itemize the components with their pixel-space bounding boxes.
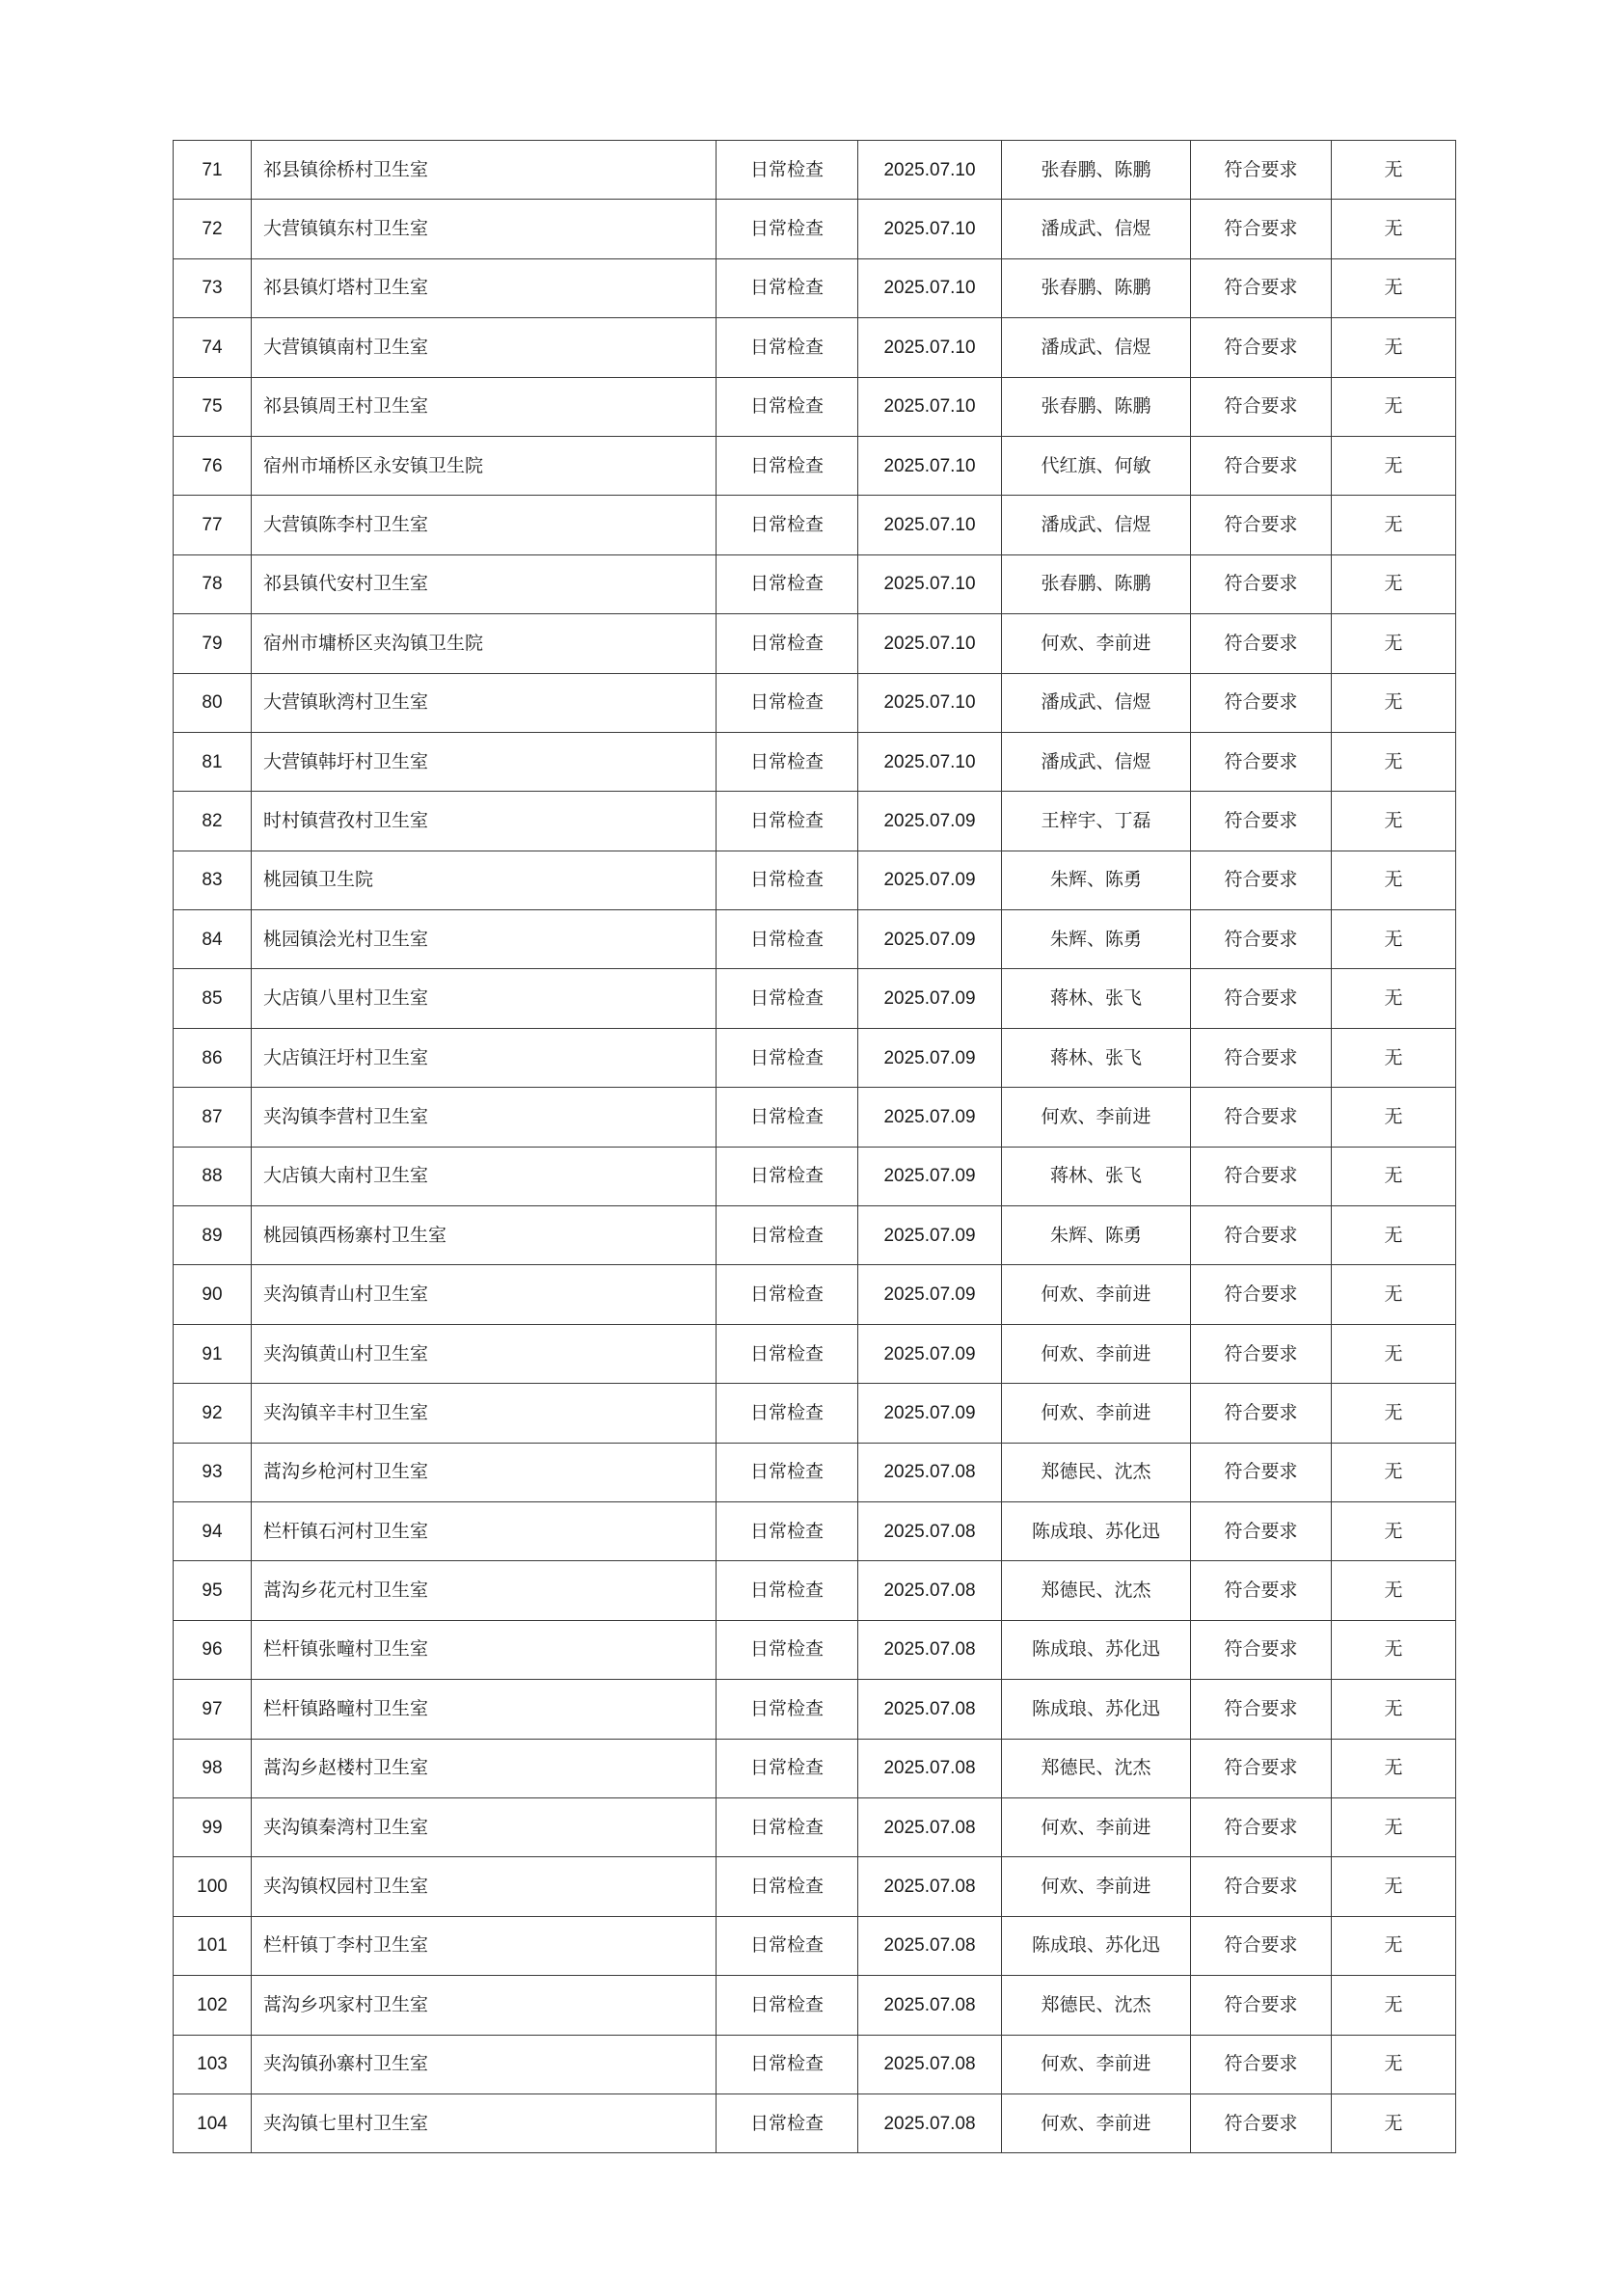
- inspection-type-cell: 日常检查: [717, 910, 858, 969]
- remark-cell: 无: [1332, 1976, 1456, 2035]
- table-row: [174, 554, 1456, 613]
- inspection-records-table: [173, 140, 1456, 2153]
- inspection-result-cell: 符合要求: [1191, 318, 1332, 377]
- table-row: [174, 1384, 1456, 1443]
- inspection-result-cell: 符合要求: [1191, 496, 1332, 554]
- inspection-date-cell: 2025.07.09: [858, 969, 1002, 1028]
- table-row: [174, 1857, 1456, 1916]
- inspectors-cell: 何欢、李前进: [1002, 2035, 1191, 2093]
- row-number-cell: 100: [174, 1857, 252, 1916]
- inspection-date-cell: 2025.07.10: [858, 436, 1002, 495]
- remark-cell: 无: [1332, 732, 1456, 791]
- inspection-date-cell: 2025.07.10: [858, 141, 1002, 200]
- remark-cell: 无: [1332, 851, 1456, 909]
- remark-cell: 无: [1332, 1324, 1456, 1383]
- inspection-type-cell: 日常检查: [717, 2093, 858, 2152]
- row-number-cell: 80: [174, 673, 252, 732]
- inspection-date-cell: 2025.07.10: [858, 200, 1002, 258]
- table-row: [174, 1561, 1456, 1620]
- facility-name-cell: 桃园镇浍光村卫生室: [252, 910, 717, 969]
- remark-cell: 无: [1332, 792, 1456, 851]
- inspectors-cell: 潘成武、信煜: [1002, 496, 1191, 554]
- inspection-date-cell: 2025.07.10: [858, 496, 1002, 554]
- table-row: [174, 1620, 1456, 1679]
- facility-name-cell: 大营镇镇南村卫生室: [252, 318, 717, 377]
- inspectors-cell: 陈成琅、苏化迅: [1002, 1916, 1191, 1975]
- inspection-date-cell: 2025.07.09: [858, 1088, 1002, 1147]
- row-number-cell: 96: [174, 1620, 252, 1679]
- row-number-cell: 81: [174, 732, 252, 791]
- inspection-date-cell: 2025.07.08: [858, 1857, 1002, 1916]
- inspection-date-cell: 2025.07.08: [858, 1620, 1002, 1679]
- inspection-type-cell: 日常检查: [717, 1147, 858, 1205]
- table-row: [174, 614, 1456, 673]
- inspection-date-cell: 2025.07.08: [858, 2093, 1002, 2152]
- remark-cell: 无: [1332, 673, 1456, 732]
- table-row: [174, 1501, 1456, 1560]
- inspectors-cell: 朱辉、陈勇: [1002, 1206, 1191, 1265]
- table-row: [174, 377, 1456, 436]
- table-row: [174, 1976, 1456, 2035]
- inspection-type-cell: 日常检查: [717, 200, 858, 258]
- facility-name-cell: 栏杆镇张疃村卫生室: [252, 1620, 717, 1679]
- table-row: [174, 318, 1456, 377]
- document-page: [173, 140, 1456, 2153]
- facility-name-cell: 祁县镇周王村卫生室: [252, 377, 717, 436]
- row-number-cell: 95: [174, 1561, 252, 1620]
- table-row: [174, 910, 1456, 969]
- inspectors-cell: 代红旗、何敏: [1002, 436, 1191, 495]
- inspection-result-cell: 符合要求: [1191, 1680, 1332, 1739]
- table-row: [174, 1443, 1456, 1501]
- inspection-result-cell: 符合要求: [1191, 910, 1332, 969]
- table-row: [174, 1028, 1456, 1087]
- inspectors-cell: 蒋林、张飞: [1002, 969, 1191, 1028]
- inspectors-cell: 何欢、李前进: [1002, 1857, 1191, 1916]
- remark-cell: 无: [1332, 1797, 1456, 1856]
- inspection-result-cell: 符合要求: [1191, 1797, 1332, 1856]
- remark-cell: 无: [1332, 1384, 1456, 1443]
- facility-name-cell: 大店镇八里村卫生室: [252, 969, 717, 1028]
- remark-cell: 无: [1332, 1620, 1456, 1679]
- table-row: [174, 1265, 1456, 1324]
- row-number-cell: 94: [174, 1501, 252, 1560]
- inspection-type-cell: 日常检查: [717, 1088, 858, 1147]
- row-number-cell: 79: [174, 614, 252, 673]
- table-row: [174, 1797, 1456, 1856]
- inspection-result-cell: 符合要求: [1191, 1561, 1332, 1620]
- table-row: [174, 1147, 1456, 1205]
- inspection-date-cell: 2025.07.08: [858, 1916, 1002, 1975]
- table-row: [174, 969, 1456, 1028]
- remark-cell: 无: [1332, 614, 1456, 673]
- facility-name-cell: 蒿沟乡枪河村卫生室: [252, 1443, 717, 1501]
- inspection-result-cell: 符合要求: [1191, 200, 1332, 258]
- inspectors-cell: 郑德民、沈杰: [1002, 1976, 1191, 2035]
- inspection-result-cell: 符合要求: [1191, 141, 1332, 200]
- remark-cell: 无: [1332, 318, 1456, 377]
- table-row: [174, 1206, 1456, 1265]
- inspection-result-cell: 符合要求: [1191, 1916, 1332, 1975]
- facility-name-cell: 夹沟镇辛丰村卫生室: [252, 1384, 717, 1443]
- inspection-result-cell: 符合要求: [1191, 792, 1332, 851]
- inspection-date-cell: 2025.07.08: [858, 2035, 1002, 2093]
- facility-name-cell: 大营镇镇东村卫生室: [252, 200, 717, 258]
- inspection-type-cell: 日常检查: [717, 2035, 858, 2093]
- inspection-type-cell: 日常检查: [717, 496, 858, 554]
- remark-cell: 无: [1332, 436, 1456, 495]
- row-number-cell: 87: [174, 1088, 252, 1147]
- remark-cell: 无: [1332, 141, 1456, 200]
- table-row: [174, 200, 1456, 258]
- inspection-type-cell: 日常检查: [717, 258, 858, 317]
- inspection-type-cell: 日常检查: [717, 1324, 858, 1383]
- table-row: [174, 2035, 1456, 2093]
- inspection-result-cell: 符合要求: [1191, 1620, 1332, 1679]
- inspectors-cell: 潘成武、信煜: [1002, 200, 1191, 258]
- inspection-type-cell: 日常检查: [717, 377, 858, 436]
- row-number-cell: 83: [174, 851, 252, 909]
- inspection-result-cell: 符合要求: [1191, 1443, 1332, 1501]
- inspectors-cell: 何欢、李前进: [1002, 1324, 1191, 1383]
- inspection-type-cell: 日常检查: [717, 1976, 858, 2035]
- row-number-cell: 71: [174, 141, 252, 200]
- row-number-cell: 102: [174, 1976, 252, 2035]
- inspection-type-cell: 日常检查: [717, 1384, 858, 1443]
- table-row: [174, 496, 1456, 554]
- facility-name-cell: 桃园镇卫生院: [252, 851, 717, 909]
- remark-cell: 无: [1332, 496, 1456, 554]
- remark-cell: 无: [1332, 200, 1456, 258]
- table-row: [174, 1680, 1456, 1739]
- facility-name-cell: 夹沟镇黄山村卫生室: [252, 1324, 717, 1383]
- remark-cell: 无: [1332, 910, 1456, 969]
- facility-name-cell: 夹沟镇李营村卫生室: [252, 1088, 717, 1147]
- inspection-type-cell: 日常检查: [717, 436, 858, 495]
- inspection-date-cell: 2025.07.09: [858, 910, 1002, 969]
- row-number-cell: 90: [174, 1265, 252, 1324]
- inspection-type-cell: 日常检查: [717, 1561, 858, 1620]
- inspection-result-cell: 符合要求: [1191, 1088, 1332, 1147]
- inspectors-cell: 陈成琅、苏化迅: [1002, 1680, 1191, 1739]
- inspection-date-cell: 2025.07.10: [858, 673, 1002, 732]
- inspection-type-cell: 日常检查: [717, 1028, 858, 1087]
- remark-cell: 无: [1332, 1561, 1456, 1620]
- inspection-result-cell: 符合要求: [1191, 2093, 1332, 2152]
- remark-cell: 无: [1332, 1443, 1456, 1501]
- table-row: [174, 2093, 1456, 2152]
- remark-cell: 无: [1332, 1265, 1456, 1324]
- inspection-date-cell: 2025.07.08: [858, 1680, 1002, 1739]
- facility-name-cell: 栏杆镇丁李村卫生室: [252, 1916, 717, 1975]
- facility-name-cell: 栏杆镇石河村卫生室: [252, 1501, 717, 1560]
- facility-name-cell: 夹沟镇权园村卫生室: [252, 1857, 717, 1916]
- inspectors-cell: 郑德民、沈杰: [1002, 1443, 1191, 1501]
- facility-name-cell: 宿州市埇桥区永安镇卫生院: [252, 436, 717, 495]
- remark-cell: 无: [1332, 2035, 1456, 2093]
- row-number-cell: 88: [174, 1147, 252, 1205]
- inspection-type-cell: 日常检查: [717, 1739, 858, 1797]
- inspection-date-cell: 2025.07.09: [858, 1384, 1002, 1443]
- inspection-type-cell: 日常检查: [717, 969, 858, 1028]
- inspectors-cell: 蒋林、张飞: [1002, 1028, 1191, 1087]
- inspection-type-cell: 日常检查: [717, 554, 858, 613]
- remark-cell: 无: [1332, 377, 1456, 436]
- remark-cell: 无: [1332, 1680, 1456, 1739]
- inspection-result-cell: 符合要求: [1191, 1501, 1332, 1560]
- table-body: [174, 141, 1456, 2153]
- facility-name-cell: 大店镇汪圩村卫生室: [252, 1028, 717, 1087]
- inspection-date-cell: 2025.07.08: [858, 1976, 1002, 2035]
- inspection-date-cell: 2025.07.10: [858, 258, 1002, 317]
- remark-cell: 无: [1332, 1501, 1456, 1560]
- inspection-type-cell: 日常检查: [717, 1916, 858, 1975]
- inspection-result-cell: 符合要求: [1191, 1265, 1332, 1324]
- inspection-type-cell: 日常检查: [717, 318, 858, 377]
- inspection-result-cell: 符合要求: [1191, 969, 1332, 1028]
- remark-cell: 无: [1332, 1088, 1456, 1147]
- inspection-type-cell: 日常检查: [717, 141, 858, 200]
- inspection-type-cell: 日常检查: [717, 614, 858, 673]
- facility-name-cell: 祁县镇徐桥村卫生室: [252, 141, 717, 200]
- row-number-cell: 75: [174, 377, 252, 436]
- inspection-result-cell: 符合要求: [1191, 1147, 1332, 1205]
- row-number-cell: 74: [174, 318, 252, 377]
- inspection-result-cell: 符合要求: [1191, 1384, 1332, 1443]
- inspectors-cell: 郑德民、沈杰: [1002, 1561, 1191, 1620]
- facility-name-cell: 宿州市墉桥区夹沟镇卫生院: [252, 614, 717, 673]
- facility-name-cell: 大营镇韩圩村卫生室: [252, 732, 717, 791]
- remark-cell: 无: [1332, 2093, 1456, 2152]
- row-number-cell: 103: [174, 2035, 252, 2093]
- facility-name-cell: 大营镇耿湾村卫生室: [252, 673, 717, 732]
- inspection-type-cell: 日常检查: [717, 1501, 858, 1560]
- remark-cell: 无: [1332, 554, 1456, 613]
- remark-cell: 无: [1332, 969, 1456, 1028]
- table-row: [174, 436, 1456, 495]
- inspection-result-cell: 符合要求: [1191, 1857, 1332, 1916]
- table-row: [174, 673, 1456, 732]
- facility-name-cell: 桃园镇西杨寨村卫生室: [252, 1206, 717, 1265]
- inspection-type-cell: 日常检查: [717, 1206, 858, 1265]
- inspection-result-cell: 符合要求: [1191, 436, 1332, 495]
- inspection-date-cell: 2025.07.09: [858, 1324, 1002, 1383]
- remark-cell: 无: [1332, 1028, 1456, 1087]
- row-number-cell: 77: [174, 496, 252, 554]
- inspection-result-cell: 符合要求: [1191, 377, 1332, 436]
- table-row: [174, 258, 1456, 317]
- facility-name-cell: 夹沟镇孙寨村卫生室: [252, 2035, 717, 2093]
- inspectors-cell: 何欢、李前进: [1002, 1088, 1191, 1147]
- inspectors-cell: 张春鹏、陈鹏: [1002, 141, 1191, 200]
- remark-cell: 无: [1332, 258, 1456, 317]
- facility-name-cell: 蒿沟乡赵楼村卫生室: [252, 1739, 717, 1797]
- inspection-date-cell: 2025.07.09: [858, 1265, 1002, 1324]
- table-row: [174, 792, 1456, 851]
- table-row: [174, 141, 1456, 200]
- inspection-type-cell: 日常检查: [717, 732, 858, 791]
- row-number-cell: 76: [174, 436, 252, 495]
- inspectors-cell: 潘成武、信煜: [1002, 732, 1191, 791]
- inspection-date-cell: 2025.07.09: [858, 792, 1002, 851]
- row-number-cell: 99: [174, 1797, 252, 1856]
- row-number-cell: 86: [174, 1028, 252, 1087]
- facility-name-cell: 祁县镇灯塔村卫生室: [252, 258, 717, 317]
- row-number-cell: 98: [174, 1739, 252, 1797]
- inspection-type-cell: 日常检查: [717, 1857, 858, 1916]
- inspection-date-cell: 2025.07.08: [858, 1443, 1002, 1501]
- inspection-result-cell: 符合要求: [1191, 258, 1332, 317]
- row-number-cell: 72: [174, 200, 252, 258]
- remark-cell: 无: [1332, 1857, 1456, 1916]
- inspectors-cell: 朱辉、陈勇: [1002, 910, 1191, 969]
- table-row: [174, 1916, 1456, 1975]
- row-number-cell: 91: [174, 1324, 252, 1383]
- remark-cell: 无: [1332, 1206, 1456, 1265]
- facility-name-cell: 祁县镇代安村卫生室: [252, 554, 717, 613]
- inspection-date-cell: 2025.07.08: [858, 1501, 1002, 1560]
- facility-name-cell: 夹沟镇七里村卫生室: [252, 2093, 717, 2152]
- inspection-result-cell: 符合要求: [1191, 851, 1332, 909]
- row-number-cell: 84: [174, 910, 252, 969]
- row-number-cell: 85: [174, 969, 252, 1028]
- facility-name-cell: 时村镇营孜村卫生室: [252, 792, 717, 851]
- inspection-date-cell: 2025.07.09: [858, 851, 1002, 909]
- inspection-type-cell: 日常检查: [717, 1620, 858, 1679]
- inspection-result-cell: 符合要求: [1191, 1324, 1332, 1383]
- table-row: [174, 732, 1456, 791]
- row-number-cell: 92: [174, 1384, 252, 1443]
- facility-name-cell: 夹沟镇青山村卫生室: [252, 1265, 717, 1324]
- inspectors-cell: 张春鹏、陈鹏: [1002, 258, 1191, 317]
- inspectors-cell: 郑德民、沈杰: [1002, 1739, 1191, 1797]
- row-number-cell: 73: [174, 258, 252, 317]
- row-number-cell: 97: [174, 1680, 252, 1739]
- inspection-date-cell: 2025.07.10: [858, 554, 1002, 613]
- inspectors-cell: 朱辉、陈勇: [1002, 851, 1191, 909]
- inspectors-cell: 何欢、李前进: [1002, 2093, 1191, 2152]
- inspectors-cell: 陈成琅、苏化迅: [1002, 1501, 1191, 1560]
- table-row: [174, 1324, 1456, 1383]
- inspection-type-cell: 日常检查: [717, 792, 858, 851]
- inspectors-cell: 何欢、李前进: [1002, 614, 1191, 673]
- inspection-date-cell: 2025.07.09: [858, 1206, 1002, 1265]
- inspection-type-cell: 日常检查: [717, 1797, 858, 1856]
- inspection-date-cell: 2025.07.09: [858, 1028, 1002, 1087]
- inspectors-cell: 王梓宇、丁磊: [1002, 792, 1191, 851]
- inspection-result-cell: 符合要求: [1191, 554, 1332, 613]
- inspection-date-cell: 2025.07.09: [858, 1147, 1002, 1205]
- inspectors-cell: 蒋林、张飞: [1002, 1147, 1191, 1205]
- table-row: [174, 1088, 1456, 1147]
- facility-name-cell: 夹沟镇秦湾村卫生室: [252, 1797, 717, 1856]
- remark-cell: 无: [1332, 1147, 1456, 1205]
- inspection-date-cell: 2025.07.08: [858, 1561, 1002, 1620]
- row-number-cell: 93: [174, 1443, 252, 1501]
- inspection-result-cell: 符合要求: [1191, 673, 1332, 732]
- row-number-cell: 82: [174, 792, 252, 851]
- inspection-result-cell: 符合要求: [1191, 614, 1332, 673]
- inspection-type-cell: 日常检查: [717, 1680, 858, 1739]
- row-number-cell: 89: [174, 1206, 252, 1265]
- inspectors-cell: 潘成武、信煜: [1002, 673, 1191, 732]
- table-row: [174, 851, 1456, 909]
- inspectors-cell: 何欢、李前进: [1002, 1265, 1191, 1324]
- inspection-date-cell: 2025.07.10: [858, 377, 1002, 436]
- inspectors-cell: 何欢、李前进: [1002, 1384, 1191, 1443]
- inspectors-cell: 张春鹏、陈鹏: [1002, 554, 1191, 613]
- inspection-result-cell: 符合要求: [1191, 1028, 1332, 1087]
- inspectors-cell: 陈成琅、苏化迅: [1002, 1620, 1191, 1679]
- facility-name-cell: 蒿沟乡巩家村卫生室: [252, 1976, 717, 2035]
- facility-name-cell: 栏杆镇路疃村卫生室: [252, 1680, 717, 1739]
- remark-cell: 无: [1332, 1916, 1456, 1975]
- inspectors-cell: 何欢、李前进: [1002, 1797, 1191, 1856]
- inspection-date-cell: 2025.07.08: [858, 1797, 1002, 1856]
- inspection-date-cell: 2025.07.10: [858, 614, 1002, 673]
- inspection-type-cell: 日常检查: [717, 673, 858, 732]
- inspectors-cell: 张春鹏、陈鹏: [1002, 377, 1191, 436]
- inspection-result-cell: 符合要求: [1191, 2035, 1332, 2093]
- row-number-cell: 101: [174, 1916, 252, 1975]
- inspectors-cell: 潘成武、信煜: [1002, 318, 1191, 377]
- inspection-type-cell: 日常检查: [717, 851, 858, 909]
- inspection-result-cell: 符合要求: [1191, 1206, 1332, 1265]
- inspection-type-cell: 日常检查: [717, 1265, 858, 1324]
- facility-name-cell: 大店镇大南村卫生室: [252, 1147, 717, 1205]
- table-row: [174, 1739, 1456, 1797]
- inspection-result-cell: 符合要求: [1191, 732, 1332, 791]
- inspection-date-cell: 2025.07.08: [858, 1739, 1002, 1797]
- inspection-date-cell: 2025.07.10: [858, 318, 1002, 377]
- facility-name-cell: 大营镇陈李村卫生室: [252, 496, 717, 554]
- inspection-result-cell: 符合要求: [1191, 1976, 1332, 2035]
- row-number-cell: 104: [174, 2093, 252, 2152]
- inspection-result-cell: 符合要求: [1191, 1739, 1332, 1797]
- inspection-type-cell: 日常检查: [717, 1443, 858, 1501]
- facility-name-cell: 蒿沟乡花元村卫生室: [252, 1561, 717, 1620]
- remark-cell: 无: [1332, 1739, 1456, 1797]
- row-number-cell: 78: [174, 554, 252, 613]
- inspection-date-cell: 2025.07.10: [858, 732, 1002, 791]
